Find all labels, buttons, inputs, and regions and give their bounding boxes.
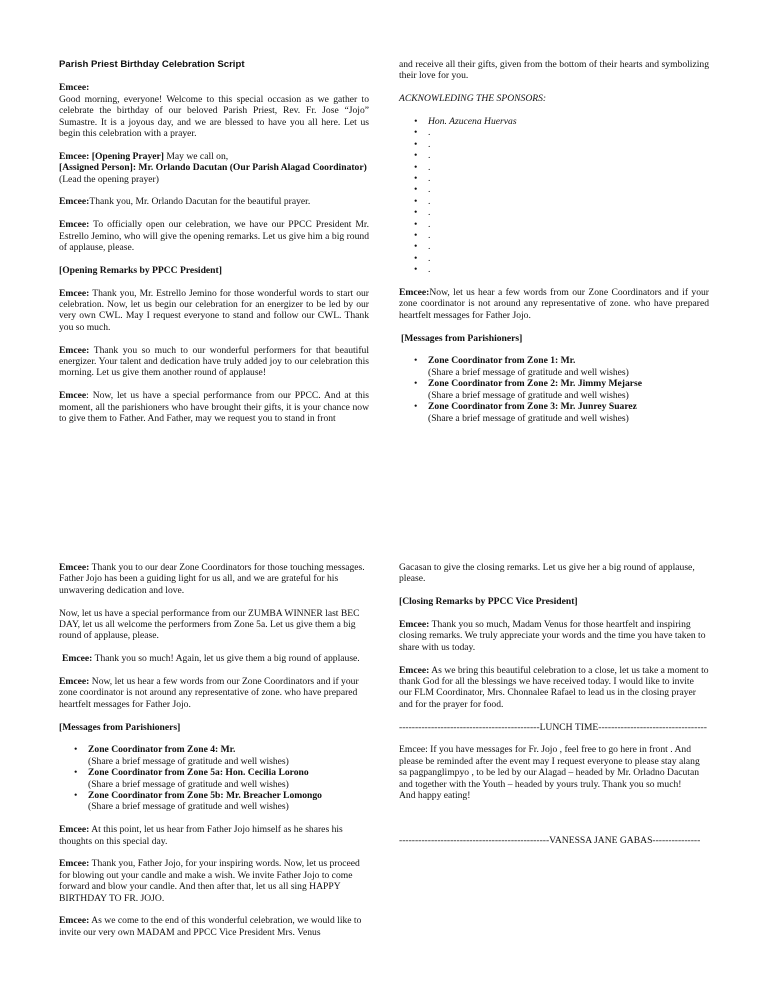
sponsor-list [399,116,709,276]
emcee-label: Emcee: [399,664,430,676]
paragraph-text: Emcee: If you have messages for Fr. Jojo , feel free to go here in front . And please be reminded after the event may I request everyone to please stay alang sa pagpanglimpyo , to be led by our Alagad – headed by Mr. Orladno Dacutan and together with the Youth – headed by yours truly. Thank you so much! [399,744,700,790]
paragraph-thanks-prayer [59,196,369,207]
zone-item [88,790,369,813]
zone-note: (Share a brief message of gratitude and well wishes) [428,412,629,424]
zone-coordinator-name: Zone Coordinator from Zone 3: Mr. Junrey Suarez [428,401,637,413]
sponsor-item: • . [428,127,709,138]
paragraph-welcome [59,82,369,139]
paragraph-candle [59,858,369,904]
sponsor-item: • . [428,253,709,264]
emcee-label: Emcee: [59,562,90,573]
paragraph-closing-continued: Gacasan to give the closing remarks. Let us give her a big round of applause, please. [399,562,695,585]
paragraph-text: Now, let us hear a few words from our Zone Coordinators and if your zone coordinator is not around any representative of zone. who have prepared heartfelt messages for Father Jojo. [59,676,359,710]
left-bottom-column [59,562,369,950]
paragraph-zone-coordinators [399,287,709,321]
zone-item [428,401,709,424]
paragraph-text: To officially open our celebration, we have our PPCC President Mr. Estrello Jemino, who will give the opening remarks. Let us give him a big round of applause, please. [59,219,369,254]
emcee-label: Emcee: [59,824,90,836]
paragraph-text: Thank you so much to our wonderful performers for that beautiful energizer. Your talent and dedication have truly added joy to our celebration this morning. Let us give them another round of applause! [59,344,369,379]
paragraph-text: Thank you, Mr. Estrello Jemino for those wonderful words to start our celebration. Now, let us begin our celebration for an energizer to be led by our very own CWL. May I request everyone to stand and follow our CWL. Thank you so much. [59,287,369,333]
paragraph-zumba: Now, let us have a special performance from our ZUMBA WINNER last BEC DAY, let us all welcome the performers from Zone 5a. Let us give them a big round of applause, please. [59,607,360,642]
paragraph-thanks-venus [399,619,709,653]
paragraph-gifts-continued: and receive all their gifts, given from the bottom of their hearts and symbolizing their love for you. [399,59,709,82]
emcee-label: Emcee: [62,653,93,665]
heading-text: [Messages from Parishioners] [59,721,181,733]
sponsor-item: • . [428,219,709,230]
lunch-time-divider: --------------------------------------------LUNCH TIME---------------------------------- [399,721,707,733]
section-heading-opening-remarks [59,265,369,276]
assigned-person: [Assigned Person]: Mr. Orlando Dacutan (Our Parish Alagad Coordinator) [59,162,367,174]
zone-item [88,767,369,790]
paragraph-text: Thank you, Mr. Orlando Dacutan for the beautiful prayer. [89,196,311,208]
document-title: Parish Priest Birthday Celebration Script [59,59,245,70]
sponsor-item: • . [428,173,709,184]
sponsor-item: • Hon. Azucena Huervas [428,116,709,127]
left-top-column [59,59,369,436]
emcee-label: Emcee: [399,287,430,299]
zone-coordinator-name: Zone Coordinator from Zone 1: Mr. [428,355,576,367]
paragraph-text: At this point, let us hear from Father Jojo himself as he shares his thoughts on this special day. [59,824,343,847]
paragraph-text: Now, let us hear a few words from our Zone Coordinators and if your zone coordinator is not around any representative of zone. who have prepared heartfelt messages for Father Jojo. [399,287,709,321]
sponsors-heading: ACKNOWLEDING THE SPONSORS: [399,93,547,105]
zone-note: (Share a brief message of gratitude and well wishes) [88,755,289,767]
sponsor-item: • . [428,150,709,161]
heading-text: [Closing Remarks by PPCC Vice President] [399,596,578,608]
emcee-label: Emcee: [59,82,90,94]
paragraph-performers [59,345,369,379]
emcee-label: Emcee: [59,196,90,208]
zone-note: (Share a brief message of gratitude and well wishes) [428,366,629,378]
right-top-column [399,59,709,435]
sponsor-item: • . [428,139,709,150]
sponsor-item: • . [428,196,709,207]
zone-note: (Share a brief message of gratitude and well wishes) [428,389,629,401]
closing-heading [399,596,709,607]
heading-text: [Opening Remarks by PPCC President] [59,264,222,276]
paragraph-closing-invite [59,915,369,938]
emcee-label: Emcee: [59,219,90,231]
zone-item [88,744,369,767]
paragraph-gifts [59,390,369,424]
zone-note: (Share a brief message of gratitude and well wishes) [88,778,289,790]
emcee-label: Emcee: [59,344,90,356]
paragraph-zone-coordinators-2 [59,676,369,710]
emcee-label: Emcee: [59,915,90,927]
sponsor-item: • . [428,264,709,275]
zone-coordinator-name: Zone Coordinator from Zone 5b: Mr. Breacher Lomongo [88,790,322,802]
sponsor-item: • . [428,230,709,241]
paragraph-opening-prayer [59,151,369,185]
paragraph-text: Thank you, Father Jojo, for your inspiring words. Now, let us proceed for blowing out your candle and make a wish. We invite Father Jojo to come forward and blow your candle. And then after that, let us all sing HAPPY BIRTHDAY TO FR. JOJO. [59,858,360,904]
zone-item [428,378,709,401]
zone-coordinator-name: Zone Coordinator from Zone 4: Mr. [88,744,236,756]
right-bottom-column [399,562,709,858]
emcee-label: Emcee: [Opening Prayer] [59,150,164,162]
closing-line: And happy eating! [399,790,471,802]
paragraph-energizer [59,288,369,334]
emcee-label: Emcee: [399,619,430,630]
emcee-label: Emcee: [59,858,90,870]
zone-list [399,355,709,423]
messages-heading [401,333,709,344]
paragraph-father-thoughts [59,824,369,847]
zone-item [428,355,709,378]
stage-direction: (Lead the opening prayer) [59,173,159,185]
emcee-label: Emcee: [59,676,90,688]
paragraph-thanks-coordinators [59,562,369,596]
paragraph-applause [62,653,369,664]
heading-text: [Messages from Parishioners] [401,332,523,344]
messages-heading [59,722,369,733]
sponsor-item: • . [428,207,709,218]
paragraph-text: Thank you so much, Madam Venus for those heartfelt and inspiring closing remarks. We truly appreciate your words and the time you have taken to share with us today. [399,619,706,653]
zone-list [59,744,369,812]
zone-note: (Share a brief message of gratitude and well wishes) [88,801,289,813]
paragraph-cleanup [399,744,709,801]
signature-line: -----------------------------------------------VANESSA JANE GABAS--------------- [399,835,701,847]
paragraph-text: Thank you so much! Again, let us give them a big round of applause. [92,653,360,665]
emcee-label: Emcee [59,390,87,402]
sponsor-item: • . [428,241,709,252]
zone-coordinator-name: Zone Coordinator from Zone 5a: Hon. Cecilia Lorono [88,767,309,779]
emcee-label: Emcee: [59,287,90,299]
zone-coordinator-name: Zone Coordinator from Zone 2: Mr. Jimmy Mejarse [428,378,643,390]
paragraph-text: As we bring this beautiful celebration to a close, let us take a moment to thank God for all the blessings we have received today. I would like to invite our FLM Coordinator, Mrs. Chonnalee Rafael to lead us in the closing prayer and for the prayer for food. [399,664,709,710]
paragraph-text: : Now, let us have a special performance from our PPCC. And at this moment, all the parishioners who have brought their gifts, it is your chance now to give them to Father. And Father, may we request you to stand in front [59,390,369,425]
paragraph-text: As we come to the end of this wonderful celebration, we would like to invite our very own MADAM and PPCC Vice President Mrs. Venus [59,915,362,938]
paragraph-text: Good morning, everyone! Welcome to this special occasion as we gather to celebrate the birthday of our beloved Parish Priest, Rev. Fr. Jose “Jojo” Sumastre. It is a joyous day, and we are blessed to have you all here. Let us begin this celebration with a prayer. [59,93,369,140]
paragraph-opening-remarks [59,219,369,253]
paragraph-closing-prayer [399,665,709,711]
sponsor-item: • . [428,184,709,195]
sponsor-item: • . [428,162,709,173]
paragraph-text: May we call on, [163,150,229,162]
paragraph-text: Thank you to our dear Zone Coordinators for those touching messages. Father Jojo has been a guiding light for us all, and we are grateful for his unwavering dedication and love. [59,562,365,596]
